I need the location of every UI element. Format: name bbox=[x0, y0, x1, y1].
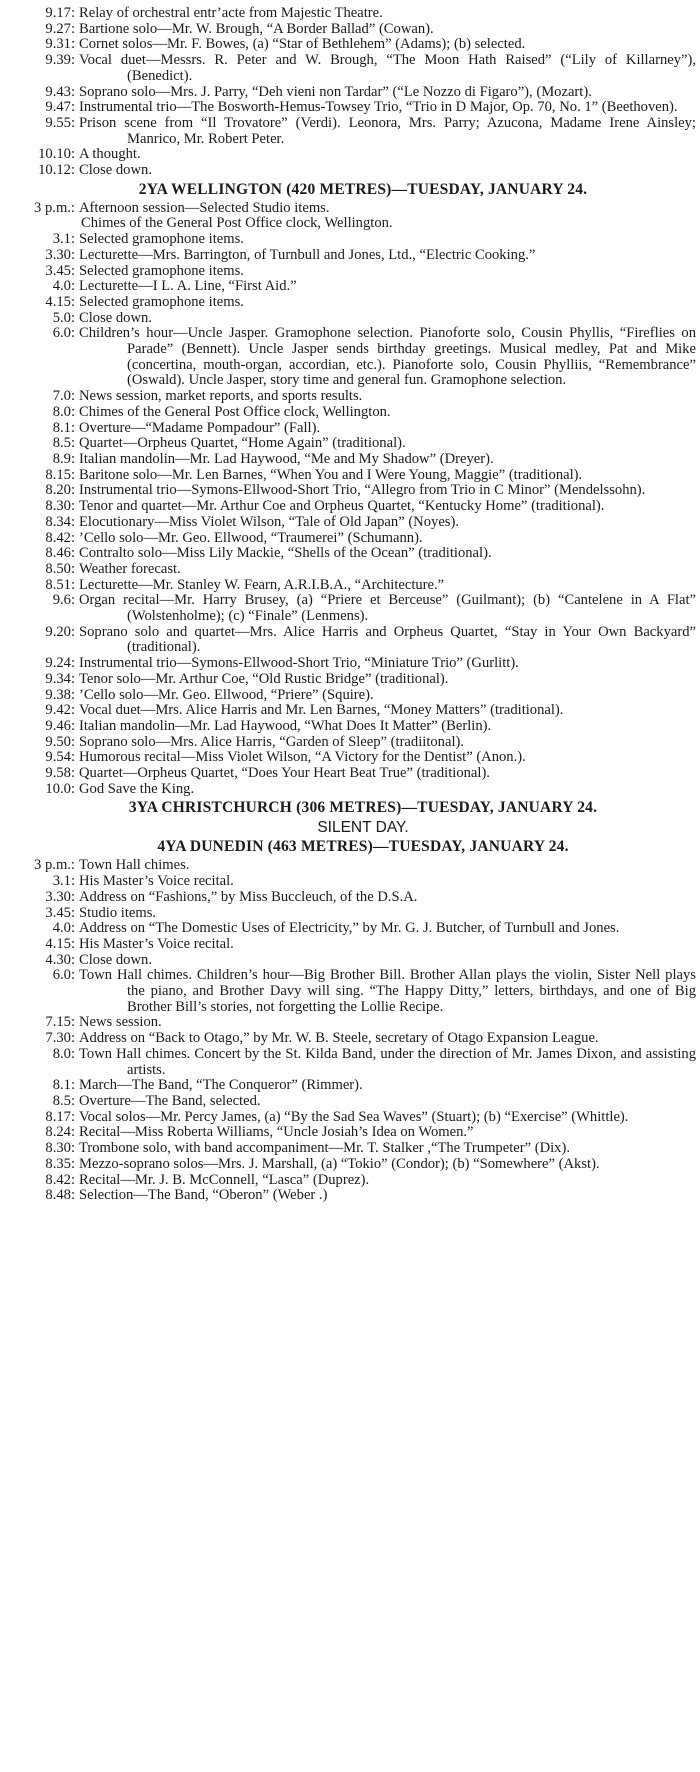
entry-time: 9.38: bbox=[45, 686, 75, 703]
programme-entry bbox=[30, 37, 696, 53]
entry-time: 8.30: bbox=[45, 498, 75, 515]
entry-time: 6.0: bbox=[52, 967, 75, 984]
entry-time: 4.15: bbox=[45, 935, 75, 952]
programme-entry bbox=[30, 921, 696, 937]
programme-entry bbox=[30, 311, 696, 327]
entry-text: Close down. bbox=[79, 951, 152, 968]
programme-entry bbox=[30, 1125, 696, 1141]
entry-text: Baritone solo—Mr. Len Barnes, “When You and I Were Young, Maggie” (traditional). bbox=[79, 466, 583, 483]
entry-time: 9.24: bbox=[45, 655, 75, 672]
programme-entry bbox=[30, 546, 696, 562]
entry-time: 7.15: bbox=[45, 1014, 75, 1031]
programme-entry bbox=[30, 22, 696, 38]
programme-entry bbox=[30, 515, 696, 531]
entry-text: Close down. bbox=[79, 309, 152, 326]
entry-time: 8.0: bbox=[52, 403, 75, 420]
entry-time: 8.20: bbox=[45, 482, 75, 499]
entry-time: 9.46: bbox=[45, 717, 75, 734]
entry-time: 9.47: bbox=[45, 99, 75, 116]
entry-time: 9.6: bbox=[52, 592, 75, 609]
programme-entry bbox=[30, 468, 696, 484]
programme-entry bbox=[30, 874, 696, 890]
entry-time: 3 p.m.: bbox=[34, 199, 75, 216]
entry-text: Italian mandolin—Mr. Lad Haywood, “What Does It Matter” (Berlin). bbox=[79, 717, 492, 734]
entry-text: His Master’s Voice recital. bbox=[79, 935, 234, 952]
entry-time: 8.24: bbox=[45, 1124, 75, 1141]
programme-entry bbox=[30, 750, 696, 766]
entry-time: 9.50: bbox=[45, 733, 75, 750]
programme-entry bbox=[30, 735, 696, 751]
station-heading: 3YA CHRISTCHURCH (306 METRES)—TUESDAY, JANUARY 24. bbox=[128, 799, 598, 817]
programme-entry bbox=[30, 436, 696, 452]
entry-text: Afternoon session—Selected Studio items. bbox=[79, 199, 330, 216]
programme-entry bbox=[30, 703, 696, 719]
programme-entry bbox=[30, 562, 696, 578]
entry-time: 3 p.m.: bbox=[34, 857, 75, 874]
entry-text: Organ recital—Mr. Harry Brusey, (a) “Priere et Berceuse” (Guilmant); (b) “Cantelene in A Flat” (Wolstenholme); (c) “Finale” (Lenmens). bbox=[79, 592, 696, 625]
programme-entry bbox=[30, 232, 696, 248]
entry-time: 4.0: bbox=[52, 278, 75, 295]
entry-text: Selection—The Band, “Oberon” (Weber .) bbox=[79, 1187, 328, 1204]
entry-time: 3.1: bbox=[52, 873, 75, 890]
entry-text: Recital—Miss Roberta Williams, “Uncle Josiah’s Idea on Women.” bbox=[79, 1124, 474, 1141]
entry-time: 8.42: bbox=[45, 529, 75, 546]
entry-text: Quartet—Orpheus Quartet, “Home Again” (traditional). bbox=[79, 435, 406, 452]
entry-time: 9.31: bbox=[45, 36, 75, 53]
programme-entry bbox=[30, 858, 696, 874]
entry-text: Quartet—Orpheus Quartet, “Does Your Heart Beat True” (traditional). bbox=[79, 765, 490, 782]
entry-text: Prison scene from “Il Trovatore” (Verdi). Leonora, Mrs. Parry; Azucona, Madame Irene Ainsley; Manrico, Mr. Robert Peter. bbox=[79, 114, 696, 147]
programme-entry bbox=[30, 248, 696, 264]
programme-entry bbox=[30, 672, 696, 688]
programme-entry bbox=[30, 656, 696, 672]
entry-time: 8.51: bbox=[45, 576, 75, 593]
entry-time: 3.30: bbox=[45, 888, 75, 905]
programme-entry bbox=[30, 389, 696, 405]
entry-text: Instrumental trio—Symons-Ellwood-Short Trio, “Miniature Trio” (Gurlitt). bbox=[79, 655, 519, 672]
entry-time: 3.45: bbox=[45, 262, 75, 279]
entry-text: Relay of orchestral entr’acte from Majestic Theatre. bbox=[79, 5, 383, 21]
entry-text: Instrumental trio—The Bosworth-Hemus-Towsey Trio, “Trio in D Major, Op. 70, No. 1” (Beethoven). bbox=[79, 99, 678, 116]
programme-entry bbox=[30, 421, 696, 437]
programme-entry bbox=[30, 937, 696, 953]
entry-time: 9.58: bbox=[45, 765, 75, 782]
entry-time: 9.20: bbox=[45, 623, 75, 640]
entry-text: Studio items. bbox=[79, 904, 157, 921]
programme-entry bbox=[30, 1031, 696, 1047]
programme-entry bbox=[30, 6, 696, 22]
entry-text: Soprano solo—Mrs. J. Parry, “Deh vieni non Tardar” (“Le Nozzo di Figaro”), (Mozart). bbox=[79, 83, 592, 100]
entry-text: Vocal duet—Messrs. R. Peter and W. Brough, “The Moon Hath Raised” (“Lily of Killarney”), (Benedict). bbox=[79, 52, 696, 84]
programme-entry bbox=[30, 578, 696, 594]
entry-text: News session, market reports, and sports results. bbox=[79, 388, 363, 405]
programme-entry bbox=[30, 890, 696, 906]
entry-text: Vocal duet—Mrs. Alice Harris and Mr. Len Barnes, “Money Matters” (traditional). bbox=[79, 702, 564, 719]
entry-text: Lecturette—Mrs. Barrington, of Turnbull and Jones, Ltd., “Electric Cooking.” bbox=[79, 246, 536, 263]
entry-text: ’Cello solo—Mr. Geo. Ellwood, “Priere” (Squire). bbox=[79, 686, 374, 703]
programme-entry bbox=[30, 279, 696, 295]
entry-time: 7.30: bbox=[45, 1030, 75, 1047]
entry-text: A thought. bbox=[79, 146, 141, 163]
entry-time: 8.30: bbox=[45, 1140, 75, 1157]
entry-text: Humorous recital—Miss Violet Wilson, “A Victory for the Dentist” (Anon.). bbox=[79, 749, 526, 766]
entry-text: Contralto solo—Miss Lily Mackie, “Shells of the Ocean” (traditional). bbox=[79, 545, 492, 562]
programme-entry bbox=[30, 1157, 696, 1173]
programme-entry bbox=[30, 1047, 696, 1078]
programme-entry bbox=[30, 53, 696, 84]
entry-time: 8.5: bbox=[52, 1093, 75, 1109]
programme-entry bbox=[30, 1094, 696, 1110]
entry-time: 3.30: bbox=[45, 246, 75, 263]
entry-time: 8.34: bbox=[45, 513, 75, 530]
programme-entry bbox=[30, 405, 696, 421]
entry-time: 8.15: bbox=[45, 466, 75, 483]
entry-time: 10.0: bbox=[45, 780, 75, 797]
entry-text: Address on “Fashions,” by Miss Buccleuch, of the D.S.A. bbox=[79, 888, 418, 905]
entry-text: Town Hall chimes. Concert by the St. Kilda Band, under the direction of Mr. James Dixon, and assisting artists. bbox=[79, 1045, 696, 1078]
entry-text: Bartione solo—Mr. W. Brough, “A Border Ballad” (Cowan). bbox=[79, 20, 434, 37]
entry-time: 9.27: bbox=[45, 20, 75, 37]
station-section bbox=[30, 6, 696, 179]
entry-text: Soprano solo—Mrs. Alice Harris, “Garden of Sleep” (tradiitonal). bbox=[79, 733, 465, 750]
entry-text: Town Hall chimes. Children’s hour—Big Brother Bill. Brother Allan plays the violin, Sister Nell plays the piano, and Brother Davy will sing. “The Happy Ditty,” letters, birthdays, and one of Big Brother Bill’s stories, not forgetting the Lollie Recipe. bbox=[79, 967, 696, 1015]
station-heading: 4YA DUNEDIN (463 METRES)—TUESDAY, JANUARY 24. bbox=[157, 838, 569, 856]
entry-text: Chimes of the General Post Office clock, Wellington. bbox=[79, 403, 391, 420]
programme-entry bbox=[30, 452, 696, 468]
entry-text: Lecturette—I L. A. Line, “First Aid.” bbox=[79, 278, 297, 295]
entry-text: Elocutionary—Miss Violet Wilson, “Tale of Old Japan” (Noyes). bbox=[79, 513, 459, 530]
programme-entry bbox=[30, 968, 696, 1015]
programme-entry bbox=[30, 1015, 696, 1031]
entry-text: Cornet solos—Mr. F. Bowes, (a) “Star of Bethlehem” (Adams); (b) selected. bbox=[79, 36, 526, 53]
entry-time: 8.1: bbox=[52, 1077, 75, 1094]
entry-text: Mezzo-soprano solos—Mrs. J. Marshall, (a) “Tokio” (Condor); (b) “Somewhere” (Akst). bbox=[79, 1155, 600, 1172]
entry-text: Instrumental trio—Symons-Ellwood-Short Trio, “Allegro from Trio in C Minor” (Mendelssohn). bbox=[79, 482, 646, 499]
entry-text: Town Hall chimes. bbox=[79, 857, 190, 874]
programme-entry bbox=[30, 326, 696, 389]
programme-entry bbox=[30, 116, 696, 147]
programme-entry bbox=[30, 295, 696, 311]
entry-text: Address on “The Domestic Uses of Electricity,” by Mr. G. J. Butcher, of Turnbull and Jones. bbox=[79, 920, 620, 937]
entry-time: 8.35: bbox=[45, 1155, 75, 1172]
entry-time: 10.10: bbox=[38, 146, 75, 163]
programme-entry bbox=[30, 264, 696, 280]
entry-time: 7.0: bbox=[52, 388, 75, 405]
entry-text: Weather forecast. bbox=[79, 560, 181, 577]
programme-entry bbox=[30, 483, 696, 499]
programme-entry bbox=[30, 163, 696, 179]
programme-entry bbox=[30, 1110, 696, 1126]
entry-text: Soprano solo and quartet—Mrs. Alice Harris and Orpheus Quartet, “Stay in Your Own Backyard” (traditional). bbox=[79, 623, 696, 656]
entry-time: 8.1: bbox=[52, 419, 75, 436]
entry-time: 8.42: bbox=[45, 1171, 75, 1188]
entry-time: 4.30: bbox=[45, 951, 75, 968]
entry-time: 10.12: bbox=[38, 162, 75, 179]
entry-time: 8.46: bbox=[45, 545, 75, 562]
station-heading: 2YA WELLINGTON (420 METRES)—TUESDAY, JANUARY 24. bbox=[138, 180, 588, 198]
programme-entry bbox=[30, 1188, 696, 1204]
entry-text: His Master’s Voice recital. bbox=[79, 873, 234, 890]
programme-entry bbox=[30, 688, 696, 704]
entry-time: 9.43: bbox=[45, 83, 75, 100]
entry-time: 9.17: bbox=[45, 5, 75, 21]
entry-text: Close down. bbox=[79, 162, 152, 179]
programme-entry bbox=[30, 1141, 696, 1157]
entry-text: Selected gramophone items. bbox=[79, 293, 244, 310]
entry-time: 9.42: bbox=[45, 702, 75, 719]
entry-text: Tenor and quartet—Mr. Arthur Coe and Orpheus Quartet, “Kentucky Home” (traditional). bbox=[79, 498, 605, 515]
entry-text: Overture—The Band, selected. bbox=[79, 1093, 261, 1109]
programme-entry bbox=[30, 782, 696, 798]
entry-text: Recital—Mr. J. B. McConnell, “Lasca” (Duprez). bbox=[79, 1171, 370, 1188]
entry-time: 8.48: bbox=[45, 1187, 75, 1204]
entry-time: 9.54: bbox=[45, 749, 75, 766]
entry-text: ’Cello solo—Mr. Geo. Ellwood, “Traumerei” (Schumann). bbox=[79, 529, 423, 546]
entry-time: 9.39: bbox=[45, 52, 75, 69]
entry-time: 5.0: bbox=[52, 309, 75, 326]
entry-text: Trombone solo, with band accompaniment—Mr. T. Stalker ,“The Trumpeter” (Dix). bbox=[79, 1140, 570, 1157]
programme-entry bbox=[30, 85, 696, 101]
programme-entry bbox=[30, 625, 696, 656]
entry-time: 3.45: bbox=[45, 904, 75, 921]
programme-entry bbox=[30, 953, 696, 969]
station-subheading: SILENT DAY. bbox=[317, 819, 409, 837]
entry-text: Address on “Back to Otago,” by Mr. W. B. Steele, secretary of Otago Expansion League. bbox=[79, 1030, 599, 1047]
entry-text: Tenor solo—Mr. Arthur Coe, “Old Rustic Bridge” (traditional). bbox=[79, 670, 449, 687]
entry-time: 4.15: bbox=[45, 293, 75, 310]
station-section bbox=[30, 838, 696, 1203]
programme-entry bbox=[30, 1173, 696, 1189]
entry-time: 8.17: bbox=[45, 1108, 75, 1125]
entry-text: Lecturette—Mr. Stanley W. Fearn, A.R.I.B.A., “Architecture.” bbox=[79, 576, 445, 593]
entry-time: 4.0: bbox=[52, 920, 75, 937]
entry-continuation: Chimes of the General Post Office clock, Wellington. bbox=[81, 215, 393, 232]
entry-text: Italian mandolin—Mr. Lad Haywood, “Me and My Shadow” (Dreyer). bbox=[79, 450, 494, 467]
entry-time: 9.34: bbox=[45, 670, 75, 687]
entry-time: 3.1: bbox=[52, 231, 75, 248]
entry-text: Overture—“Madame Pompadour” (Fall). bbox=[79, 419, 321, 436]
programme-entry bbox=[30, 766, 696, 782]
entry-time: 9.55: bbox=[45, 114, 75, 131]
entry-text: God Save the King. bbox=[79, 780, 195, 797]
entry-time: 8.0: bbox=[52, 1045, 75, 1062]
entry-time: 8.50: bbox=[45, 560, 75, 577]
programme-entry bbox=[30, 593, 696, 624]
entry-text: Children’s hour—Uncle Jasper. Gramophone selection. Pianoforte solo, Cousin Phyllis, “Fireflies on Parade” (Bennett). Uncle Jasper sends birthday greetings. Musical medley, Pat and Mike (concertina, mouth-organ, accordian, etc.). Pianoforte solo, Cousin Phylliis, “Remembrance” (Oswald). Uncle Jasper, story time and general fun. Gramophone selection. bbox=[79, 325, 696, 389]
entry-text: Selected gramophone items. bbox=[79, 231, 244, 248]
entry-time: 8.5: bbox=[52, 435, 75, 452]
station-section bbox=[30, 181, 696, 798]
programme-entry bbox=[30, 719, 696, 735]
programme-entry bbox=[30, 201, 696, 217]
entry-time: 8.9: bbox=[52, 450, 75, 467]
entry-text: March—The Band, “The Conqueror” (Rimmer). bbox=[79, 1077, 363, 1094]
programme-entry bbox=[30, 100, 696, 116]
programme-entry bbox=[30, 147, 696, 163]
programme-entry bbox=[30, 531, 696, 547]
station-section bbox=[30, 799, 696, 836]
programme-entry bbox=[30, 1078, 696, 1094]
entry-text: Vocal solos—Mr. Percy James, (a) “By the Sad Sea Waves” (Stuart); (b) “Exercise” (Whittle). bbox=[79, 1108, 629, 1125]
entry-time: 6.0: bbox=[52, 325, 75, 342]
entry-text: Selected gramophone items. bbox=[79, 262, 244, 279]
programme-entry bbox=[30, 499, 696, 515]
programme-entry bbox=[30, 906, 696, 922]
entry-text: News session. bbox=[79, 1014, 162, 1031]
